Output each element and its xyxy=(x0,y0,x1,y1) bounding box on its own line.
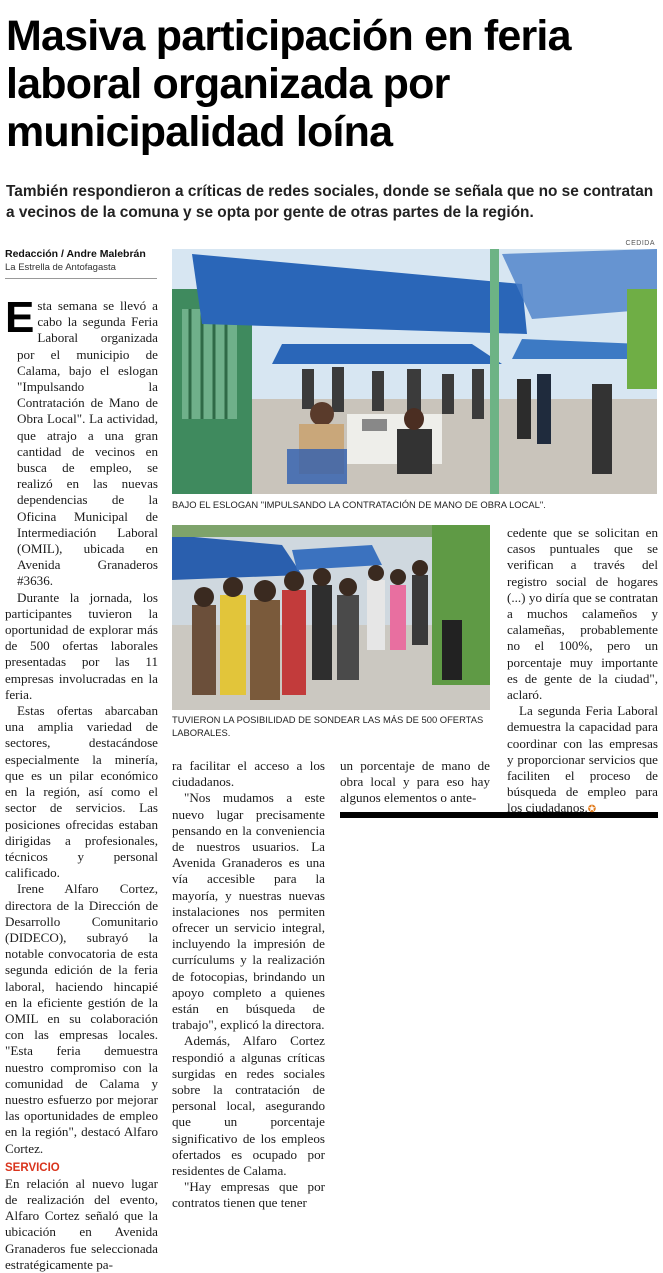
paragraph: Irene Alfaro Cortez, directora de la Dirección de Desarrollo Comunitario (DIDECO), subrayó la notable convocatoria de esta segunda edición de la feria laboral, haciendo hincapié en la eficiente gestión de la OMIL en su colaboración con las empresas locales. "Esta feria demuestra nuestro compromiso con la comunidad de Calama y nuestro esfuerzo por mejorar las oportunidades de empleo en la región", destacó Alfaro Cortez. xyxy=(5,881,158,1156)
paragraph: Estas ofertas abarcaban una amplia variedad de sectores, destacándose especialmente la minería, que es un pilar económico en la región, así como el sector de servicios. Las posiciones ofrecidas estaban dirigidas a profesionales, técnicos y personal calificado. xyxy=(5,703,158,881)
closing-paragraph-text: La segunda Feria Laboral demuestra la capacidad para coordinar con las empresas y proporcionar servicios que faciliten el proceso de búsqueda de empleo para los ciudadanos. xyxy=(507,703,658,816)
end-mark-icon: ✪ xyxy=(587,804,597,816)
byline xyxy=(5,247,157,279)
photo1-caption: BAJO EL ESLOGAN "IMPULSANDO LA CONTRATACIÓN DE MANO DE OBRA LOCAL". xyxy=(172,499,546,510)
paragraph: cedente que se solicitan en casos puntuales que se verifican a través del registro social de hogares (...) yo diría que se contratan a muchos calameños y calameñas, probablemente no el 100%, pero un porcentaje muy importante es de gente de la ciudad", aclaró. xyxy=(507,525,658,703)
photo-credit: CEDIDA xyxy=(625,240,655,247)
article-column-2 xyxy=(172,758,325,1212)
subheadline: También respondieron a críticas de redes sociales, donde se señala que no se contratan a vecinos de la comuna y se opta por gente de otras partes de la región. xyxy=(6,183,654,221)
paragraph: En relación al nuevo lugar de realización del evento, Alfaro Cortez señaló que la ubicación en Avenida Granaderos fue seleccionada estratégicamente pa- xyxy=(5,1175,158,1272)
paragraph: Durante la jornada, los participantes tuvieron la oportunidad de explorar más de 500 ofertas laborales presentadas por las 11 empresas involucradas en la feria. xyxy=(5,589,158,702)
headline: Masiva participación en feria laboral organizada por municipalidad loína xyxy=(6,12,571,156)
article-column-3 xyxy=(340,758,490,807)
paragraph: ra facilitar el acceso a los ciudadanos. xyxy=(172,758,325,790)
photo-job-fair-tents-illustration xyxy=(172,249,657,494)
paragraph: "Hay empresas que por contratos tienen que tener xyxy=(172,1179,325,1211)
paragraph: Además, Alfaro Cortez respondió a algunas críticas surgidas en redes sociales sobre la contratación de personal local, asegurando que un porcentaje significativo de los empleos ofertados es ocupado por residentes de Calama. xyxy=(172,1033,325,1179)
lead-paragraph-text: sta semana se llevó a cabo la segunda Feria Laboral organizada por el municipio de Calama, bajo el eslogan "Impulsando la Contratación de Mano de Obra Local". La actividad, que atrajo a una gran cantidad de vecinos en busca de empleo, se realizó en las nuevas dependencias de la Oficina Municipal de Intermediación Laboral (OMIL), ubicada en Avenida Granaderos #3636. xyxy=(17,298,158,589)
photo-crowd-queue xyxy=(172,525,490,710)
article-column-4 xyxy=(507,525,658,819)
section-heading: SERVICIO xyxy=(5,1161,60,1174)
photo-crowd-queue-illustration xyxy=(172,525,490,710)
paragraph: un porcentaje de mano de obra local y para eso hay algunos elementos o ante- xyxy=(340,758,490,806)
photo2-caption: TUVIERON LA POSIBILIDAD DE SONDEAR LAS MÁS DE 500 OFERTAS LABORALES. xyxy=(172,714,484,738)
closing-paragraph xyxy=(507,703,658,818)
paragraph: "Nos mudamos a este nuevo lugar precisamente pensando en la conveniencia de nuestros usuarios. La Avenida Granaderos es una vía accesible para la mayoría, y nuestras nuevas instalaciones nos permiten ofrecer un servicio integral, incluyendo la impresión de currículums y la realización de fotocopias, brindando un apoyo completo a quienes están en búsqueda de trabajo", explicó la directora. xyxy=(172,790,325,1033)
article-column-1 xyxy=(5,293,158,1273)
byline-outlet: La Estrella de Antofagasta xyxy=(5,262,116,273)
byline-author: Redacción / Andre Malebrán xyxy=(5,248,146,260)
photo-job-fair-tents xyxy=(172,249,657,494)
dropcap: E xyxy=(5,293,35,342)
lead-paragraph xyxy=(5,293,158,590)
